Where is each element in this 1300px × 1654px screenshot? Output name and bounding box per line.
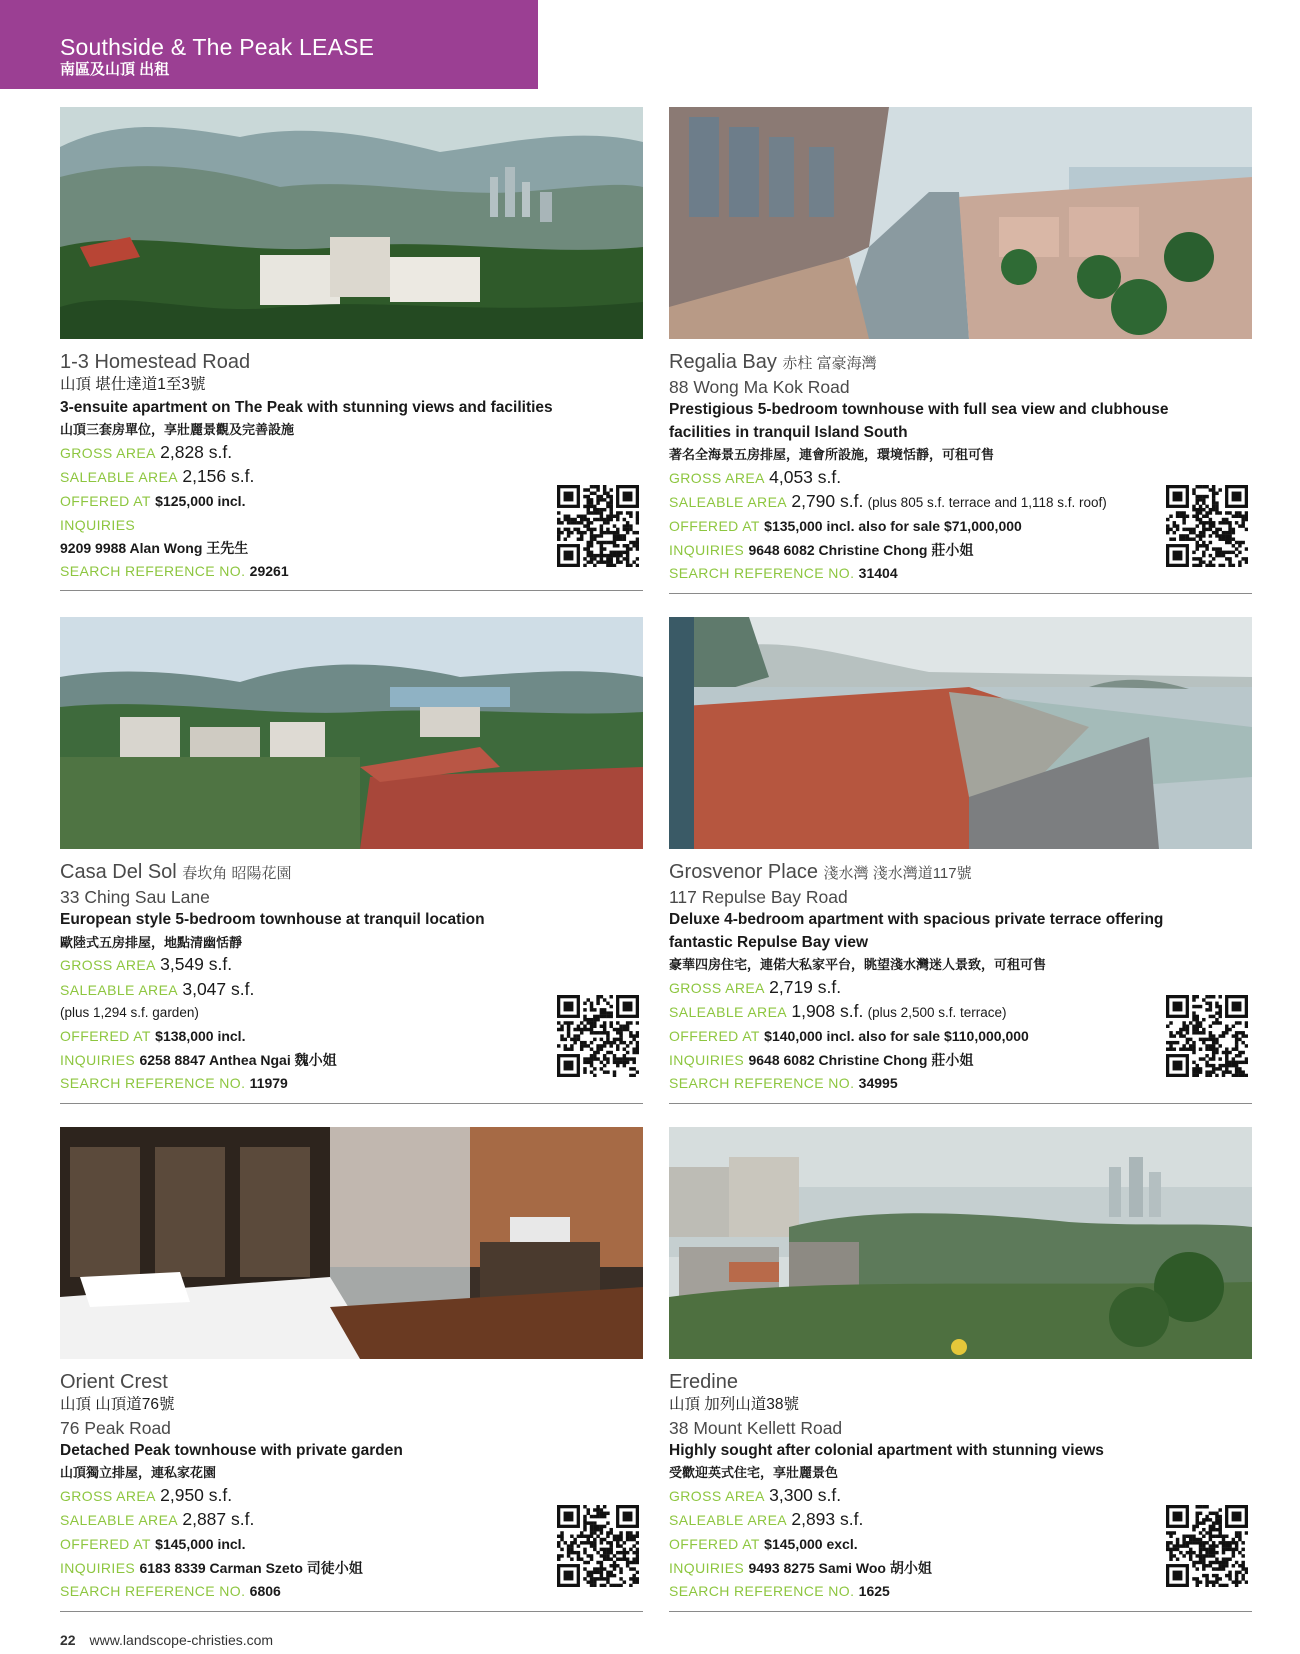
divider [60, 590, 643, 591]
qr-code-icon[interactable] [1166, 485, 1248, 567]
gross-area: GROSS AREA 4,053 s.f. [669, 466, 842, 487]
divider [60, 1611, 643, 1612]
listing-description-zh: 著名全海景五房排屋，連會所設施，環境恬靜，可租可售 [669, 447, 995, 463]
search-reference: SEARCH REFERENCE NO. 34995 [669, 1075, 898, 1092]
listing-photo[interactable] [60, 617, 643, 849]
listing-description-cont: facilities in tranquil Island South [669, 423, 908, 441]
website-link[interactable]: www.landscope-christies.com [89, 1632, 274, 1648]
inquiries-contact: INQUIRIES 6258 8847 Anthea Ngai 魏小姐 [60, 1051, 337, 1068]
listing-description-zh: 豪華四房住宅，連偌大私家平台，眺望淺水灣迷人景致，可租可售 [669, 957, 1047, 973]
listing-photo[interactable] [669, 1127, 1252, 1359]
listing-description: Prestigious 5-bedroom townhouse with full sea view and clubhouse [669, 401, 1169, 418]
section-subtitle: 南區及山頂 出租 [60, 61, 170, 78]
listing-description-zh: 受歡迎英式住宅，享壯麗景色 [669, 1465, 839, 1481]
listing-name: 1-3 Homestead Road [60, 351, 251, 373]
qr-code-icon[interactable] [1166, 1505, 1248, 1587]
inquiries-label: INQUIRIES [60, 516, 136, 533]
listing-description: 3-ensuite apartment on The Peak with stunning views and facilities [60, 398, 553, 416]
listing-description: European style 5-bedroom townhouse at tranquil location [60, 911, 485, 928]
saleable-area: SALEABLE AREA 1,908 s.f. (plus 2,500 s.f. terrace) [669, 1001, 1007, 1022]
listing-card-grosvenor-place[interactable] [669, 617, 1252, 1104]
divider [669, 1611, 1252, 1612]
listing-photo[interactable] [669, 617, 1252, 849]
listing-description-zh: 山頂三套房單位，享壯麗景觀及完善設施 [60, 422, 295, 438]
search-reference: SEARCH REFERENCE NO. 11979 [60, 1075, 288, 1092]
page-footer [60, 1632, 273, 1648]
qr-code-icon[interactable] [557, 995, 639, 1077]
listing-card-homestead[interactable] [60, 107, 643, 591]
listing-name: Eredine [669, 1371, 738, 1393]
listing-address-zh: 山頂 山頂道76號 [60, 1396, 175, 1413]
listing-description-zh: 歐陸式五房排屋，地點清幽恬靜 [60, 934, 243, 950]
listing-description: Deluxe 4-bedroom apartment with spacious private terrace offering [669, 911, 1164, 928]
listing-card-regalia-bay[interactable] [669, 107, 1252, 594]
listing-name: Regalia Bay 赤柱 富豪海灣 [669, 351, 877, 373]
inquiries-contact: 9209 9988 Alan Wong 王先生 [60, 540, 249, 557]
listing-card-eredine[interactable] [669, 1127, 1252, 1612]
listing-card-orient-crest[interactable] [60, 1127, 643, 1612]
section-header [0, 0, 538, 89]
gross-area: GROSS AREA 3,300 s.f. [669, 1484, 842, 1505]
offered-price: OFFERED AT $125,000 incl. [60, 492, 246, 509]
listing-description-zh: 山頂獨立排屋，連私家花園 [60, 1465, 217, 1481]
gross-area: GROSS AREA 2,719 s.f. [669, 976, 842, 997]
listing-address-zh: 山頂 加列山道38號 [669, 1396, 800, 1413]
listing-description-cont: fantastic Repulse Bay view [669, 933, 868, 951]
divider [669, 593, 1252, 594]
saleable-area: SALEABLE AREA 2,887 s.f. [60, 1509, 255, 1530]
divider [60, 1103, 643, 1104]
page-number: 22 [60, 1632, 76, 1648]
gross-area: GROSS AREA 2,828 s.f. [60, 441, 233, 462]
search-reference: SEARCH REFERENCE NO. 6806 [60, 1583, 281, 1600]
gross-area: GROSS AREA 3,549 s.f. [60, 954, 233, 975]
qr-code-icon[interactable] [557, 485, 639, 567]
inquiries-contact: INQUIRIES 9493 8275 Sami Woo 胡小姐 [669, 1559, 932, 1576]
saleable-area: SALEABLE AREA 2,893 s.f. [669, 1509, 864, 1530]
offered-price: OFFERED AT $138,000 incl. [60, 1027, 246, 1044]
offered-price: OFFERED AT $140,000 incl. also for sale $110,000,000 [669, 1027, 1029, 1044]
saleable-note: (plus 1,294 s.f. garden) [60, 1005, 199, 1021]
search-reference: SEARCH REFERENCE NO. 29261 [60, 562, 289, 579]
listing-address: 38 Mount Kellett Road [669, 1417, 843, 1438]
listing-address: 76 Peak Road [60, 1417, 171, 1438]
listing-photo[interactable] [60, 107, 643, 339]
inquiries-contact: INQUIRIES 9648 6082 Christine Chong 莊小姐 [669, 541, 974, 558]
offered-price: OFFERED AT $145,000 incl. [60, 1535, 246, 1552]
qr-code-icon[interactable] [1166, 995, 1248, 1077]
saleable-area: SALEABLE AREA 2,790 s.f. (plus 805 s.f. terrace and 1,118 s.f. roof) [669, 491, 1107, 512]
gross-area: GROSS AREA 2,950 s.f. [60, 1484, 233, 1505]
offered-price: OFFERED AT $145,000 excl. [669, 1535, 858, 1552]
listing-address: 33 Ching Sau Lane [60, 887, 210, 907]
listing-address: 117 Repulse Bay Road [669, 887, 848, 907]
saleable-area: SALEABLE AREA 2,156 s.f. [60, 466, 255, 487]
listing-description: Highly sought after colonial apartment with stunning views [669, 1441, 1104, 1459]
listing-description: Detached Peak townhouse with private garden [60, 1441, 403, 1459]
inquiries-contact: INQUIRIES 9648 6082 Christine Chong 莊小姐 [669, 1051, 974, 1068]
listing-name: Orient Crest [60, 1371, 168, 1393]
listing-card-casa-del-sol[interactable] [60, 617, 643, 1104]
saleable-area: SALEABLE AREA 3,047 s.f. [60, 978, 255, 999]
listing-photo[interactable] [669, 107, 1252, 339]
section-title: Southside & The Peak LEASE [60, 34, 375, 60]
listing-photo[interactable] [60, 1127, 643, 1359]
listing-address-zh: 山頂 堪仕達道1至3號 [60, 376, 206, 393]
qr-code-icon[interactable] [557, 1505, 639, 1587]
search-reference: SEARCH REFERENCE NO. 31404 [669, 565, 898, 582]
offered-price: OFFERED AT $135,000 incl. also for sale $71,000,000 [669, 517, 1022, 534]
inquiries-contact: INQUIRIES 6183 8339 Carman Szeto 司徒小姐 [60, 1559, 363, 1576]
listing-name: Casa Del Sol 春坎角 昭陽花園 [60, 861, 292, 883]
listing-name: Grosvenor Place 淺水灣 淺水灣道117號 [669, 861, 972, 883]
search-reference: SEARCH REFERENCE NO. 1625 [669, 1583, 890, 1600]
listing-address: 88 Wong Ma Kok Road [669, 377, 850, 397]
divider [669, 1103, 1252, 1104]
